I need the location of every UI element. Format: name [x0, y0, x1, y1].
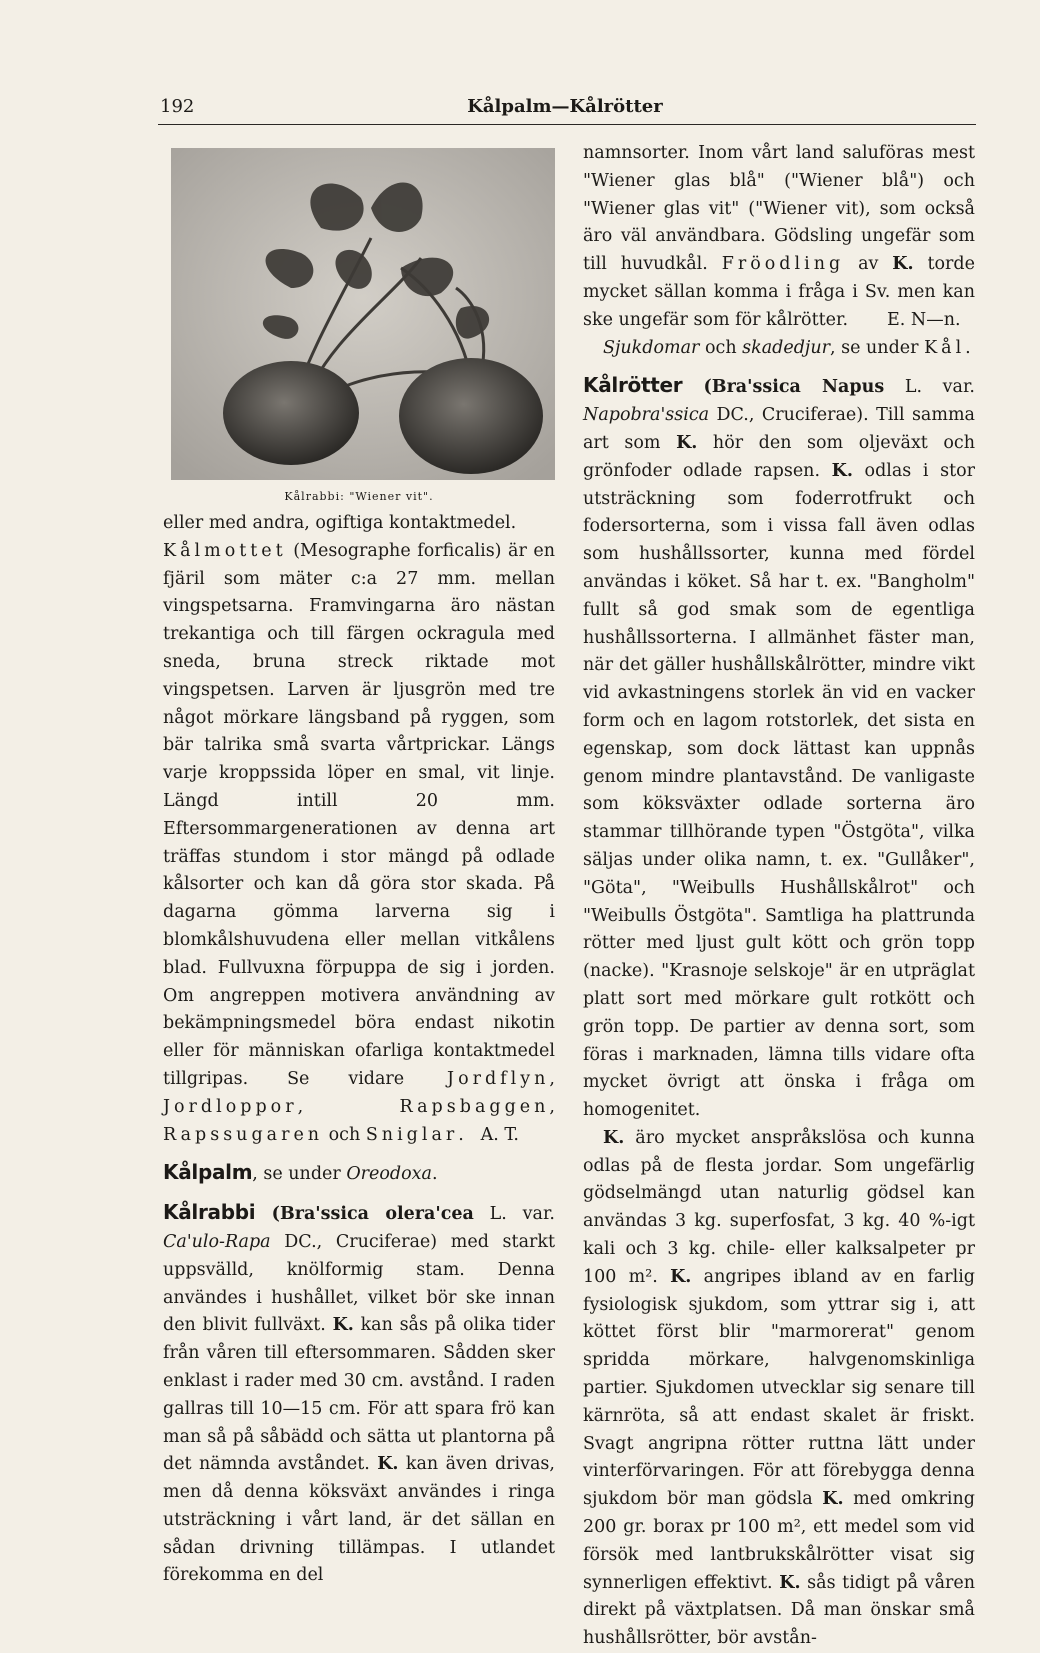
kalrabbi-entry: Kålrabbi (Bra'ssica olera'cea L. var. Ca'ulo-Rapa DC., Cruciferae) med starkt uppsvälld, knölformig stam. Denna användes i hushållet, vilket bör ske innan den blivit fullväxt. K. kan sås på olika tider från våren till eftersommaren. Sådden sker enklast i rader med 30 cm. avstånd. I raden gallras till 10—15 cm. För att spara frö kan man så på såbädd och sätta ut plantorna på det nämnda avståndet. K. kan även drivas, men då denna köksväxt användes i ringa utsträckning i vårt land, är det sällan en sådan drivning tillämpas. I utlandet förekomma en del [163, 1200, 556, 1586]
kalmottet-paragraph: Kålmottet (Mesographe forficalis) är en fjäril som mäter c:a 27 mm. mellan vingspetsarna. Framvingarna äro nästan trekantiga och till färgen ockragula med sneda, bruna streck riktade mot vingspetsen. Larven är ljusgrön med tre något mörkare längsband på ryggen, som bär talrika små svarta vårtprickar. Längs varje kroppssida löper en smal, vit linje. Längd intill 20 mm. Eftersommargenerationen av denna art träffas stundom i stor mängd på odlade kålsorter och kan då göra stor skada. På dagarna gömma larverna sig i blomkålshuvudena eller mellan vitkålens blad. Fullvuxna förpuppa de sig i jorden. Om angreppen motivera användning av bekämpningsmedel böra endast nikotin eller för människan ofarliga kontaktmedel tillgripas. Se vidare Jordflyn, Jordloppor, Rapsbaggen, Rapssugaren och Sniglar. A. T. [163, 540, 555, 1145]
kalrabbi-continuation: namnsorter. Inom vårt land saluföras mest "Wiener glas blå" ("Wiener blå") och "Wiener glas vit" ("Wiener vit), som också äro väl användbara. Gödsling ungefär som till huvudkål. Fröodling av K. torde mycket sällan komma i fråga i Sv. men kan ske ungefär som för kålrötter. E. N—n. [583, 143, 975, 330]
left-text [163, 510, 555, 1590]
kalpalm-headword: Kålpalm [163, 1160, 253, 1185]
kalpalm-entry: Kålpalm, se under Oreodoxa. [163, 1160, 438, 1185]
page-number: 192 [160, 96, 195, 117]
kalrotter-paragraph: K. äro mycket anspråkslösa och kunna odlas på de flesta jordar. Som ungefärlig gödselmängd utan naturlig gödsel kan användas 3 kg. superfosfat, 3 kg. 40 %-igt kali och 3 kg. chile- eller kalksalpeter pr 100 m². K. angripes ibland av en farlig fysiologisk sjukdom, som yttrar sig i, att köttet först blir "marmorerat" genom spridda mörkare, halvgenomskinliga partier. Sjukdomen utvecklar sig senare till kärnröta, så att endast skalet är friskt. Svagt angripna rötter ruttna lätt under vinterförvaringen. För att förebygga denna sjukdom bör man gödsla K. med omkring 200 gr. borax pr 100 m², ett medel som vid försök med lantbrukskålrötter visat sig synnerligen effektivt. K. sås tidigt på våren direkt på växtplatsen. Då man önskar små hushållsrötter, bör avstån- [583, 1127, 975, 1649]
kalrotter-entry: Kålrötter (Bra'ssica Napus L. var. Napobra'ssica DC., Cruciferae). Till samma art som K. hör den som oljeväxt och grönfoder odlade rapsen. K. odlas i stor utsträckning som foderrotfrukt och fodersorterna, som i vissa fall även odlas som hushållssorter, kunna med fördel användas i köket. Så har t. ex. "Bangholm" fullt så god smak som de egentliga hushållssorterna. I allmänhet fäster man, när det gäller hushållskålrötter, mindre vikt vid avkastningens storlek än vid en vacker form och en lagom rotstorlek, det sista en egenskap, som dock lättast kan uppnås genom mindre plantavstånd. De vanligaste som köksväxter odlade sorterna äro stammar tillhörande typen "Östgöta", vilka säljas under olika namn, t. ex. "Gullåker", "Göta", "Weibulls Hushållskålrot" och "Weibulls Östgöta". Samtliga ha plattrunda rötter med ljust gult kött och grön topp (nacke). "Krasnoje selskoje" är en utpräglat platt sort med mörkare gult rotkött och grön topp. De partier av denna sort, som föras i marknaden, lämna tills vidare ofta mycket övrigt att önska i fråga om homogenitet. [583, 373, 976, 1121]
kalmottet-term: Kålmottet [163, 540, 287, 561]
kohlrabi-photo [171, 148, 555, 480]
running-head: Kålpalm—Kålrötter [467, 96, 663, 117]
signature: E. N—n. [886, 309, 961, 330]
cross-reference: Sjukdomar och skadedjur, se under Kål. [603, 337, 971, 358]
frodling-term: Fröodling [721, 254, 845, 275]
paragraph: eller med andra, ogiftiga kontaktmedel. [163, 513, 517, 533]
kalrabbi-headword: Kålrabbi [163, 1200, 256, 1225]
header-rule [158, 124, 976, 125]
right-column [583, 140, 975, 1653]
figure-caption: Kålrabbi: "Wiener vit". [284, 490, 434, 503]
signature: A. T. [480, 1124, 519, 1145]
kalrotter-headword: Kålrötter [583, 373, 683, 398]
